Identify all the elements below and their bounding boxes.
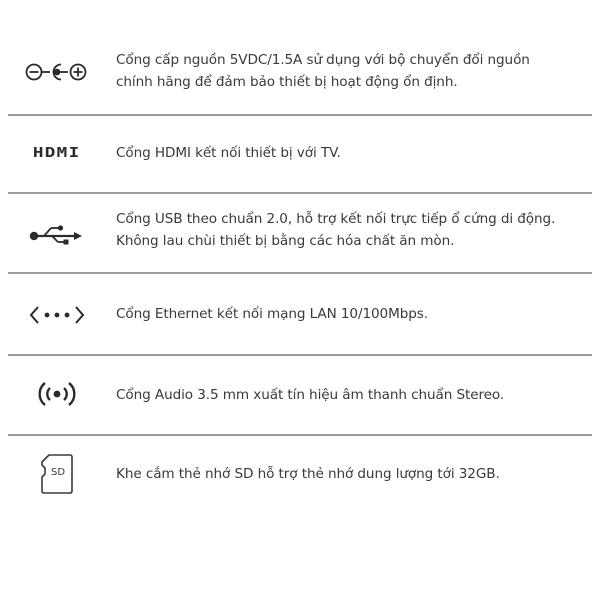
hdmi-logo-text: HDMI (33, 145, 81, 161)
spec-row-audio (0, 356, 600, 434)
spec-row-ethernet (0, 274, 600, 354)
audio-wave-icon (14, 378, 100, 410)
spec-text-usb (116, 208, 598, 252)
ethernet-icon (14, 303, 100, 327)
sd-card-icon (14, 452, 100, 496)
spec-line: Cổng Audio 3.5 mm xuất tín hiệu âm thanh chuẩn Stereo. (116, 387, 505, 403)
spec-row-power (0, 40, 600, 104)
spec-line: Cổng USB theo chuẩn 2.0, hỗ trợ kết nối trực tiếp ổ cứng di động. (116, 211, 556, 227)
dc-power-polarity-icon (14, 60, 100, 84)
spec-text-audio (116, 384, 598, 406)
spec-line: Cổng cấp nguồn 5VDC/1.5A sử dụng với bộ chuyển đổi nguồn (116, 52, 530, 68)
sd-card-label: SD (50, 467, 66, 478)
spec-line: Không lau chùi thiết bị bằng các hóa chất ăn mòn. (116, 233, 455, 249)
spec-text-sd (116, 463, 598, 485)
spec-text-power (116, 49, 598, 93)
spec-line: chính hãng để đảm bảo thiết bị hoạt động ổn định. (116, 74, 458, 90)
spec-row-hdmi (0, 116, 600, 192)
hdmi-logo-icon (14, 144, 100, 162)
spec-line: Cổng Ethernet kết nối mạng LAN 10/100Mbps. (116, 306, 428, 322)
spec-row-sd (0, 436, 600, 518)
spec-row-usb (0, 194, 600, 272)
usb-icon (14, 222, 100, 246)
spec-line: Khe cắm thẻ nhớ SD hỗ trợ thẻ nhớ dung lượng tới 32GB. (116, 466, 500, 482)
spec-text-ethernet (116, 303, 598, 325)
spec-line: Cổng HDMI kết nối thiết bị với TV. (116, 145, 341, 161)
spec-text-hdmi (116, 142, 598, 164)
